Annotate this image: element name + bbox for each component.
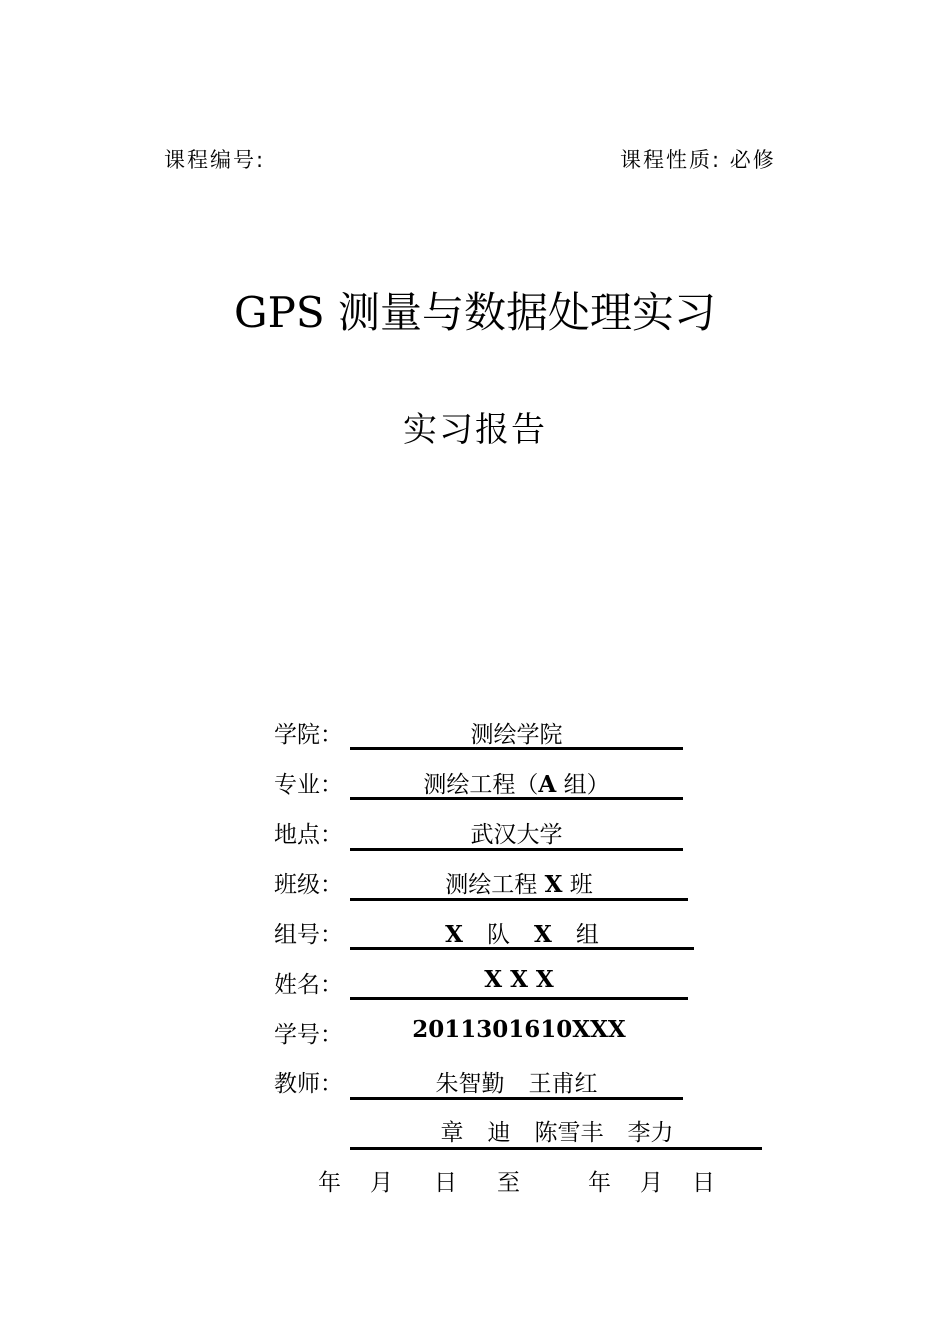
group-group-number: X [534, 921, 552, 948]
course-nature-value: 必修 [729, 148, 776, 172]
date-month-end: 月 [640, 1170, 663, 1196]
name-label: 姓名： [274, 972, 343, 998]
course-number-label: 课程编号: [164, 148, 266, 172]
group-underline [350, 947, 694, 950]
location-value: 武汉大学 [470, 822, 563, 848]
teacher-name: 李力 [627, 1120, 674, 1146]
teacher-name-part: 迪 [487, 1120, 511, 1146]
group-group-word: 组 [575, 922, 599, 948]
class-value-suffix: 班 [562, 872, 593, 898]
major-value-prefix: 测绘工程（ [423, 772, 539, 798]
major-label: 专业： [274, 772, 343, 798]
teachers-line-2 [350, 1114, 764, 1147]
group-team-word: 队 [487, 922, 510, 948]
teachers-line-1 [350, 1065, 683, 1098]
college-underline [350, 747, 683, 750]
course-nature [620, 144, 776, 174]
teacher-name: 朱智勤 [435, 1071, 505, 1097]
student-id-label: 学号： [274, 1022, 343, 1048]
teacher-name: 王甫红 [528, 1071, 598, 1097]
college-label: 学院： [274, 722, 343, 748]
class-value-prefix: 测绘工程 [445, 872, 545, 898]
report-sub-title: 实习报告 [403, 410, 547, 450]
group-team-number: X [445, 921, 463, 948]
major-value [350, 766, 683, 799]
date-year-start: 年 [318, 1170, 341, 1196]
class-value [350, 866, 688, 899]
location-label: 地点： [274, 822, 343, 848]
major-underline [350, 797, 683, 800]
major-value-suffix: 组） [556, 772, 610, 798]
class-underline [350, 898, 688, 901]
class-value-number: X [544, 871, 563, 898]
college-value: 测绘学院 [470, 722, 563, 748]
teacher-name: 陈雪丰 [534, 1120, 604, 1146]
date-month-start: 月 [370, 1170, 393, 1196]
report-main-title: GPS 测量与数据处理实习 [234, 288, 716, 337]
date-day-start: 日 [434, 1170, 457, 1196]
group-label: 组号： [274, 922, 343, 948]
date-to: 至 [497, 1170, 520, 1196]
teachers-underline-1 [350, 1097, 683, 1100]
group-value [350, 916, 694, 949]
major-value-group: A [538, 771, 557, 798]
course-nature-label: 课程性质: [620, 148, 722, 172]
name-underline [350, 997, 688, 1000]
location-underline [350, 848, 683, 851]
class-label: 班级： [274, 872, 343, 898]
teacher-name-part: 章 [440, 1120, 464, 1146]
teachers-underline-2 [350, 1147, 762, 1150]
student-id-value: 2011301610XXX [412, 1016, 626, 1043]
course-number [164, 144, 265, 174]
name-value: X X X [484, 966, 554, 993]
teachers-label: 教师： [274, 1071, 343, 1097]
date-day-end: 日 [692, 1170, 715, 1196]
date-year-end: 年 [588, 1170, 611, 1196]
